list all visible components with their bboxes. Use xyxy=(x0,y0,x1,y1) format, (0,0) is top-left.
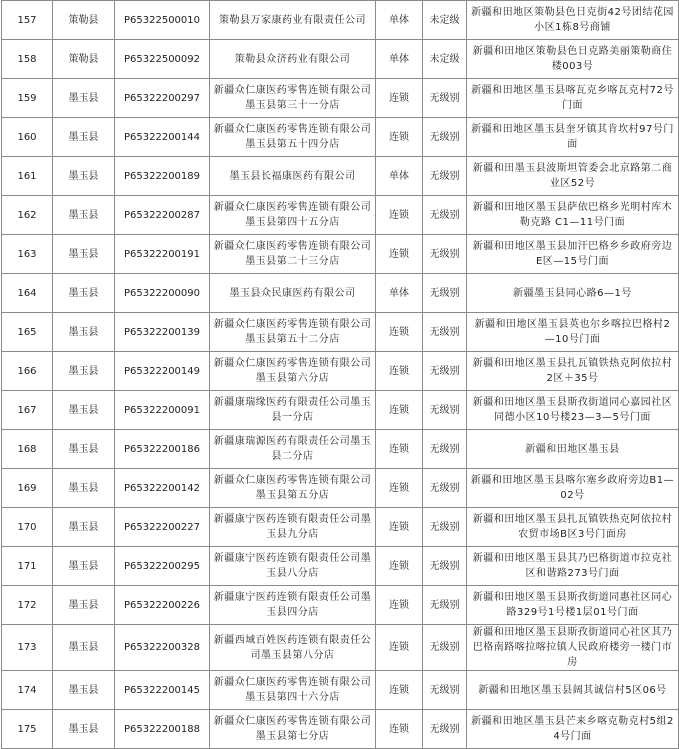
grade-cell: 未定级 xyxy=(423,40,467,79)
grade-cell: 无级别 xyxy=(423,508,467,547)
grade-cell: 无级别 xyxy=(423,157,467,196)
address-cell: 新疆墨玉县同心路6—1号 xyxy=(467,274,679,313)
grade-cell: 无级别 xyxy=(423,391,467,430)
row-number-cell: 168 xyxy=(2,430,53,469)
county-cell: 墨玉县 xyxy=(53,313,115,352)
license-code-cell: P65322200144 xyxy=(115,118,210,157)
address-cell: 新疆和田地区墨玉县喀尔塞乡政府旁边B1—02号 xyxy=(467,469,679,508)
table-row xyxy=(2,274,679,313)
grade-cell: 无级别 xyxy=(423,235,467,274)
grade-cell: 无级别 xyxy=(423,352,467,391)
table-row xyxy=(2,469,679,508)
county-cell: 墨玉县 xyxy=(53,508,115,547)
row-number-cell: 172 xyxy=(2,586,53,625)
company-name-cell: 新疆众仁康医药零售连锁有限公司墨玉县第五十二分店 xyxy=(210,313,376,352)
business-type-cell: 单体 xyxy=(376,157,423,196)
address-cell: 新疆和田地区墨玉县斯孜街道同心社区其乃巴格南路喀拉喀拉镇人民政府楼旁一楼门市房 xyxy=(467,625,679,671)
license-code-cell: P65322500092 xyxy=(115,40,210,79)
company-name-cell: 策勒县万家康药业有限责任公司 xyxy=(210,1,376,40)
grade-cell: 无级别 xyxy=(423,710,467,749)
business-type-cell: 连锁 xyxy=(376,430,423,469)
table-row xyxy=(2,671,679,710)
county-cell: 墨玉县 xyxy=(53,118,115,157)
address-cell: 新疆和田地区墨玉县扎瓦镇铁热克阿依拉村农贸市场B区3号门面房 xyxy=(467,508,679,547)
county-cell: 墨玉县 xyxy=(53,625,115,671)
business-type-cell: 连锁 xyxy=(376,625,423,671)
county-cell: 墨玉县 xyxy=(53,710,115,749)
row-number-cell: 167 xyxy=(2,391,53,430)
license-code-cell: P65322200226 xyxy=(115,586,210,625)
county-cell: 墨玉县 xyxy=(53,157,115,196)
table-row xyxy=(2,586,679,625)
address-cell: 新疆和田地区墨玉县阔其诚信村5区06号 xyxy=(467,671,679,710)
row-number-cell: 161 xyxy=(2,157,53,196)
address-cell: 新疆和田地区墨玉县斯孜街道同心嘉园社区同德小区10号楼23—3—5号门面 xyxy=(467,391,679,430)
license-code-cell: P65322200227 xyxy=(115,508,210,547)
company-name-cell: 新疆众仁康医药零售连锁有限公司墨玉县第五十四分店 xyxy=(210,118,376,157)
business-type-cell: 连锁 xyxy=(376,547,423,586)
table-row xyxy=(2,157,679,196)
row-number-cell: 160 xyxy=(2,118,53,157)
company-name-cell: 新疆众仁康医药零售连锁有限公司墨玉县第四十五分店 xyxy=(210,196,376,235)
pharmacy-list-table xyxy=(1,0,679,749)
county-cell: 墨玉县 xyxy=(53,196,115,235)
table-row xyxy=(2,118,679,157)
address-cell: 新疆和田地区墨玉县萨依巴格乡光明村库木勒克路 C1—11号门面 xyxy=(467,196,679,235)
row-number-cell: 163 xyxy=(2,235,53,274)
grade-cell: 无级别 xyxy=(423,118,467,157)
address-cell: 新疆和田地区墨玉县扎瓦镇铁热克阿依拉村2区＋35号 xyxy=(467,352,679,391)
row-number-cell: 171 xyxy=(2,547,53,586)
company-name-cell: 新疆众仁康医药零售连锁有限公司墨玉县第七分店 xyxy=(210,710,376,749)
company-name-cell: 墨玉县长福康医药有限公司 xyxy=(210,157,376,196)
address-cell: 新疆和田地区墨玉县喀瓦克乡喀瓦克村72号门面 xyxy=(467,79,679,118)
table-row xyxy=(2,391,679,430)
license-code-cell: P65322200142 xyxy=(115,469,210,508)
address-cell: 新疆和田地区策勒县色日克街42号团结花园小区1栋8号商铺 xyxy=(467,1,679,40)
county-cell: 墨玉县 xyxy=(53,547,115,586)
grade-cell: 无级别 xyxy=(423,79,467,118)
table-row xyxy=(2,430,679,469)
license-code-cell: P65322200091 xyxy=(115,391,210,430)
company-name-cell: 新疆康瑞源医药有限责任公司墨玉县二分店 xyxy=(210,430,376,469)
row-number-cell: 174 xyxy=(2,671,53,710)
company-name-cell: 墨玉县众民康医药有限公司 xyxy=(210,274,376,313)
license-code-cell: P65322200295 xyxy=(115,547,210,586)
business-type-cell: 连锁 xyxy=(376,118,423,157)
business-type-cell: 连锁 xyxy=(376,469,423,508)
county-cell: 墨玉县 xyxy=(53,79,115,118)
row-number-cell: 157 xyxy=(2,1,53,40)
grade-cell: 无级别 xyxy=(423,547,467,586)
company-name-cell: 新疆众仁康医药零售连锁有限公司墨玉县第二十三分店 xyxy=(210,235,376,274)
row-number-cell: 166 xyxy=(2,352,53,391)
company-name-cell: 策勒县众济药业有限公司 xyxy=(210,40,376,79)
business-type-cell: 单体 xyxy=(376,1,423,40)
row-number-cell: 170 xyxy=(2,508,53,547)
grade-cell: 无级别 xyxy=(423,274,467,313)
company-name-cell: 新疆康瑞缘医药有限责任公司墨玉县一分店 xyxy=(210,391,376,430)
grade-cell: 无级别 xyxy=(423,313,467,352)
company-name-cell: 新疆众仁康医药零售连锁有限公司墨玉县第三十一分店 xyxy=(210,79,376,118)
company-name-cell: 新疆西域百姓医药连锁有限责任公司墨玉县第八分店 xyxy=(210,625,376,671)
grade-cell: 无级别 xyxy=(423,586,467,625)
business-type-cell: 连锁 xyxy=(376,391,423,430)
county-cell: 墨玉县 xyxy=(53,469,115,508)
license-code-cell: P65322200328 xyxy=(115,625,210,671)
license-code-cell: P65322200191 xyxy=(115,235,210,274)
license-code-cell: P65322200188 xyxy=(115,710,210,749)
row-number-cell: 162 xyxy=(2,196,53,235)
county-cell: 墨玉县 xyxy=(53,274,115,313)
table-body xyxy=(2,1,679,749)
grade-cell: 无级别 xyxy=(423,671,467,710)
license-code-cell: P65322200186 xyxy=(115,430,210,469)
address-cell: 新疆和田地区墨玉县 xyxy=(467,430,679,469)
business-type-cell: 单体 xyxy=(376,274,423,313)
license-code-cell: P65322200090 xyxy=(115,274,210,313)
address-cell: 新疆和田地区策勒县色日克路美丽策勒商住楼003号 xyxy=(467,40,679,79)
grade-cell: 未定级 xyxy=(423,1,467,40)
table-row xyxy=(2,40,679,79)
table-row xyxy=(2,79,679,118)
address-cell: 新疆和田地区墨玉县加汗巴格乡乡政府旁边E区—15号门面 xyxy=(467,235,679,274)
business-type-cell: 连锁 xyxy=(376,235,423,274)
table-row xyxy=(2,508,679,547)
row-number-cell: 175 xyxy=(2,710,53,749)
table-row xyxy=(2,196,679,235)
grade-cell: 无级别 xyxy=(423,625,467,671)
license-code-cell: P65322200139 xyxy=(115,313,210,352)
address-cell: 新疆和田地区墨玉县斯孜街道同惠社区同心路329号1号楼1层01号门面 xyxy=(467,586,679,625)
table-row xyxy=(2,547,679,586)
business-type-cell: 单体 xyxy=(376,40,423,79)
address-cell: 新疆和田地区墨玉县奎牙镇其肯坎村97号门面 xyxy=(467,118,679,157)
table-row xyxy=(2,313,679,352)
row-number-cell: 165 xyxy=(2,313,53,352)
address-cell: 新疆和田地区墨玉县英也尔乡喀拉巴格村2—10号门面 xyxy=(467,313,679,352)
address-cell: 新疆和田墨玉县波斯坦管委会北京路第二商业区52号 xyxy=(467,157,679,196)
table-row xyxy=(2,352,679,391)
county-cell: 墨玉县 xyxy=(53,352,115,391)
table-row xyxy=(2,1,679,40)
row-number-cell: 159 xyxy=(2,79,53,118)
company-name-cell: 新疆众仁康医药零售连锁有限公司墨玉县第六分店 xyxy=(210,352,376,391)
county-cell: 墨玉县 xyxy=(53,586,115,625)
row-number-cell: 164 xyxy=(2,274,53,313)
company-name-cell: 新疆康宁医药连锁有限责任公司墨玉县八分店 xyxy=(210,547,376,586)
table-row xyxy=(2,710,679,749)
county-cell: 策勒县 xyxy=(53,1,115,40)
license-code-cell: P65322500010 xyxy=(115,1,210,40)
business-type-cell: 连锁 xyxy=(376,508,423,547)
business-type-cell: 连锁 xyxy=(376,313,423,352)
county-cell: 墨玉县 xyxy=(53,391,115,430)
county-cell: 墨玉县 xyxy=(53,671,115,710)
business-type-cell: 连锁 xyxy=(376,671,423,710)
license-code-cell: P65322200145 xyxy=(115,671,210,710)
row-number-cell: 173 xyxy=(2,625,53,671)
table-row xyxy=(2,235,679,274)
company-name-cell: 新疆众仁康医药零售连锁有限公司墨玉县第四十六分店 xyxy=(210,671,376,710)
grade-cell: 无级别 xyxy=(423,469,467,508)
company-name-cell: 新疆康宁医药连锁有限责任公司墨玉县四分店 xyxy=(210,586,376,625)
table-row xyxy=(2,625,679,671)
row-number-cell: 158 xyxy=(2,40,53,79)
business-type-cell: 连锁 xyxy=(376,586,423,625)
license-code-cell: P65322200189 xyxy=(115,157,210,196)
company-name-cell: 新疆康宁医药连锁有限责任公司墨玉县九分店 xyxy=(210,508,376,547)
license-code-cell: P65322200297 xyxy=(115,79,210,118)
company-name-cell: 新疆众仁康医药零售连锁有限公司墨玉县第五分店 xyxy=(210,469,376,508)
license-code-cell: P65322200287 xyxy=(115,196,210,235)
row-number-cell: 169 xyxy=(2,469,53,508)
business-type-cell: 连锁 xyxy=(376,710,423,749)
grade-cell: 无级别 xyxy=(423,430,467,469)
business-type-cell: 连锁 xyxy=(376,352,423,391)
county-cell: 墨玉县 xyxy=(53,430,115,469)
business-type-cell: 连锁 xyxy=(376,196,423,235)
business-type-cell: 连锁 xyxy=(376,79,423,118)
address-cell: 新疆和田地区墨玉县其乃巴格街道市拉克社区和谐路273号门面 xyxy=(467,547,679,586)
county-cell: 墨玉县 xyxy=(53,235,115,274)
address-cell: 新疆和田地区墨玉县芒来乡喀克勒克村5组24号门面 xyxy=(467,710,679,749)
license-code-cell: P65322200149 xyxy=(115,352,210,391)
grade-cell: 无级别 xyxy=(423,196,467,235)
county-cell: 策勒县 xyxy=(53,40,115,79)
